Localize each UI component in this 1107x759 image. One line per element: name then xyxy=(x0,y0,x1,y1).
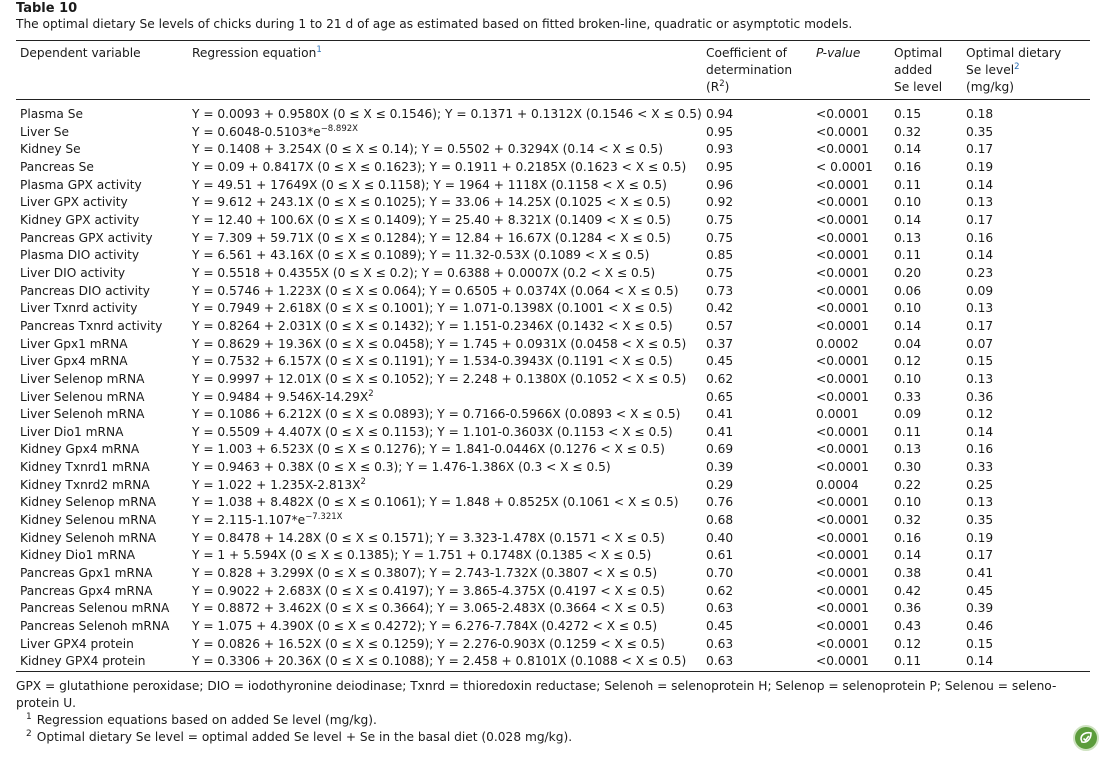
table-row xyxy=(16,194,1090,212)
table-row xyxy=(16,406,1090,424)
cell-optimal-dietary: 0.12 xyxy=(966,407,994,422)
cell-r2: 0.41 xyxy=(706,407,734,422)
cell-p-value: <0.0001 xyxy=(816,460,869,475)
cell-optimal-added: 0.10 xyxy=(894,301,922,316)
cell-regression-equation: Y = 0.1086 + 6.212X (0 ≤ X ≤ 0.0893); Y = 0.7166-0.5966X (0.0893 < X ≤ 0.5) xyxy=(192,407,681,422)
table-row xyxy=(16,600,1090,618)
cell-regression-equation: Y = 49.51 + 17649X (0 ≤ X ≤ 0.1158); Y = 1964 + 1118X (0.1158 < X ≤ 0.5) xyxy=(192,177,667,192)
table-row xyxy=(16,124,1090,142)
cell-p-value: 0.0002 xyxy=(816,336,859,351)
footnote-1: $^1$ Regression equations based on added Se level (mg/kg). xyxy=(26,711,377,727)
cell-r2: 0.75 xyxy=(706,230,734,245)
cell-dependent-variable: Liver Selenop mRNA xyxy=(20,371,145,386)
cell-optimal-added: 0.43 xyxy=(894,619,922,634)
table-row xyxy=(16,336,1090,354)
cell-regression-equation: Y = 1.003 + 6.523X (0 ≤ X ≤ 0.1276); Y = 1.841-0.0446X (0.1276 < X ≤ 0.5) xyxy=(192,442,665,457)
cell-regression-equation: Y = 9.612 + 243.1X (0 ≤ X ≤ 0.1025); Y = 33.06 + 14.25X (0.1025 < X ≤ 0.5) xyxy=(192,195,671,210)
cell-regression-equation: $Y = 1.022 + 1.235X-2.813X^2$ xyxy=(192,476,366,492)
cell-r2: 0.37 xyxy=(706,336,734,351)
cell-optimal-added: 0.14 xyxy=(894,212,922,227)
cell-p-value: <0.0001 xyxy=(816,495,869,510)
cell-dependent-variable: Pancreas DIO activity xyxy=(20,283,150,298)
table-row xyxy=(16,177,1090,195)
cell-optimal-added: 0.38 xyxy=(894,566,922,581)
cell-optimal-dietary: 0.14 xyxy=(966,654,994,669)
cell-p-value: <0.0001 xyxy=(816,371,869,386)
cell-r2: 0.93 xyxy=(706,142,734,157)
cell-p-value: <0.0001 xyxy=(816,230,869,245)
cell-optimal-dietary: 0.39 xyxy=(966,601,994,616)
cell-dependent-variable: Liver GPX4 protein xyxy=(20,636,134,651)
cell-r2: 0.45 xyxy=(706,619,734,634)
table-row xyxy=(16,159,1090,177)
cell-optimal-added: 0.11 xyxy=(894,177,922,192)
cell-dependent-variable: Liver Se xyxy=(20,124,70,139)
cell-optimal-added: 0.33 xyxy=(894,389,922,404)
cell-r2: 0.40 xyxy=(706,530,734,545)
table-row xyxy=(16,300,1090,318)
cell-optimal-added: 0.15 xyxy=(894,107,922,121)
cell-regression-equation: Y = 0.0093 + 0.9580X (0 ≤ X ≤ 0.1546); Y = 0.1371 + 0.1312X (0.1546 < X ≤ 0.5) xyxy=(192,107,702,121)
cell-optimal-dietary: 0.19 xyxy=(966,530,994,545)
cell-optimal-added: 0.13 xyxy=(894,230,922,245)
cell-r2: 0.94 xyxy=(706,107,734,121)
table-row xyxy=(16,424,1090,442)
cell-optimal-dietary: 0.17 xyxy=(966,318,994,333)
table-row xyxy=(16,212,1090,230)
cell-dependent-variable: Pancreas Gpx4 mRNA xyxy=(20,583,153,598)
cell-dependent-variable: Kidney Se xyxy=(20,142,81,157)
cell-p-value: <0.0001 xyxy=(816,354,869,369)
cell-p-value: <0.0001 xyxy=(816,601,869,616)
cell-dependent-variable: Liver DIO activity xyxy=(20,265,126,280)
cell-optimal-dietary: 0.36 xyxy=(966,389,994,404)
cell-optimal-dietary: 0.16 xyxy=(966,442,994,457)
cell-optimal-dietary: 0.17 xyxy=(966,548,994,563)
article-page xyxy=(16,0,1090,746)
cell-regression-equation: Y = 0.5509 + 4.407X (0 ≤ X ≤ 0.1153); Y = 1.101-0.3603X (0.1153 < X ≤ 0.5) xyxy=(192,424,673,439)
table-row xyxy=(16,653,1090,671)
cell-dependent-variable: Liver Gpx1 mRNA xyxy=(20,336,128,351)
cell-r2: 0.73 xyxy=(706,283,734,298)
cell-dependent-variable: Liver Gpx4 mRNA xyxy=(20,354,128,369)
cell-optimal-dietary: 0.16 xyxy=(966,230,994,245)
cell-dependent-variable: Kidney Txnrd1 mRNA xyxy=(20,460,150,475)
cell-p-value: <0.0001 xyxy=(816,195,869,210)
table-row xyxy=(16,318,1090,336)
table-row xyxy=(16,353,1090,371)
cell-optimal-dietary: 0.33 xyxy=(966,460,994,475)
cell-regression-equation: Y = 12.40 + 100.6X (0 ≤ X ≤ 0.1409); Y = 25.40 + 8.321X (0.1409 < X ≤ 0.5) xyxy=(192,212,671,227)
cell-dependent-variable: Kidney Txnrd2 mRNA xyxy=(20,477,150,492)
table-row xyxy=(16,530,1090,548)
cell-dependent-variable: Plasma DIO activity xyxy=(20,248,140,263)
cell-regression-equation: Y = 0.9022 + 2.683X (0 ≤ X ≤ 0.4197); Y = 3.865-4.375X (0.4197 < X ≤ 0.5) xyxy=(192,583,665,598)
footnote-1-link[interactable]: 1 xyxy=(316,44,322,55)
cell-optimal-dietary: 0.41 xyxy=(966,566,994,581)
table-row xyxy=(16,636,1090,654)
cell-dependent-variable: Plasma GPX activity xyxy=(20,177,142,192)
cell-p-value: <0.0001 xyxy=(816,212,869,227)
cell-r2: 0.95 xyxy=(706,124,734,139)
cell-r2: 0.42 xyxy=(706,301,734,316)
cell-regression-equation: Y = 0.7949 + 2.618X (0 ≤ X ≤ 0.1001); Y = 1.071-0.1398X (0.1001 < X ≤ 0.5) xyxy=(192,301,673,316)
cell-optimal-added: 0.30 xyxy=(894,460,922,475)
cell-optimal-dietary: 0.14 xyxy=(966,248,994,263)
cell-r2: 0.75 xyxy=(706,212,734,227)
cell-regression-equation: Y = 0.3306 + 20.36X (0 ≤ X ≤ 0.1088); Y = 2.458 + 0.8101X (0.1088 < X ≤ 0.5) xyxy=(192,654,687,669)
col-coefficient: Coefficient of determination $(R^2)$ xyxy=(702,41,812,100)
cell-optimal-dietary: 0.23 xyxy=(966,265,994,280)
cell-r2: 0.65 xyxy=(706,389,734,404)
table-row xyxy=(16,565,1090,583)
cell-p-value: <0.0001 xyxy=(816,513,869,528)
table-body xyxy=(16,100,1090,672)
table-row xyxy=(16,618,1090,636)
col-p-value: P-value xyxy=(812,41,890,100)
cell-dependent-variable: Pancreas Txnrd activity xyxy=(20,318,163,333)
cell-optimal-added: 0.14 xyxy=(894,142,922,157)
cell-optimal-dietary: 0.13 xyxy=(966,195,994,210)
cell-dependent-variable: Pancreas Selenoh mRNA xyxy=(20,619,170,634)
cell-p-value: <0.0001 xyxy=(816,177,869,192)
cell-regression-equation: Y = 0.8264 + 2.031X (0 ≤ X ≤ 0.1432); Y = 1.151-0.2346X (0.1432 < X ≤ 0.5) xyxy=(192,318,673,333)
cell-regression-equation: Y = 0.5518 + 0.4355X (0 ≤ X ≤ 0.2); Y = 0.6388 + 0.0007X (0.2 < X ≤ 0.5) xyxy=(192,265,656,280)
cell-r2: 0.68 xyxy=(706,513,734,528)
cell-regression-equation: Y = 0.9463 + 0.38X (0 ≤ X ≤ 0.3); Y = 1.476-1.386X (0.3 < X ≤ 0.5) xyxy=(192,460,611,475)
cell-optimal-added: 0.16 xyxy=(894,159,922,174)
cell-regression-equation: $Y = 0.6048-0.5103*e^{-8.892X}$ xyxy=(192,123,358,139)
cell-p-value: <0.0001 xyxy=(816,424,869,439)
cell-optimal-dietary: 0.45 xyxy=(966,583,994,598)
cell-optimal-added: 0.42 xyxy=(894,583,922,598)
cell-r2: 0.39 xyxy=(706,460,734,475)
cell-dependent-variable: Plasma Se xyxy=(20,107,84,121)
cell-dependent-variable: Kidney Dio1 mRNA xyxy=(20,548,136,563)
cell-r2: 0.75 xyxy=(706,265,734,280)
header-row xyxy=(16,41,1090,100)
cell-optimal-added: 0.36 xyxy=(894,601,922,616)
cell-regression-equation: Y = 7.309 + 59.71X (0 ≤ X ≤ 0.1284); Y = 12.84 + 16.67X (0.1284 < X ≤ 0.5) xyxy=(192,230,671,245)
cell-optimal-dietary: 0.15 xyxy=(966,354,994,369)
table-row xyxy=(16,141,1090,159)
cell-optimal-added: 0.11 xyxy=(894,424,922,439)
leaf-check-icon[interactable] xyxy=(1073,725,1099,751)
table-row xyxy=(16,230,1090,248)
cell-r2: 0.41 xyxy=(706,424,734,439)
cell-r2: 0.92 xyxy=(706,195,734,210)
cell-optimal-dietary: 0.35 xyxy=(966,124,994,139)
cell-regression-equation: Y = 0.0826 + 16.52X (0 ≤ X ≤ 0.1259); Y = 2.276-0.903X (0.1259 < X ≤ 0.5) xyxy=(192,636,665,651)
cell-regression-equation: Y = 0.8872 + 3.462X (0 ≤ X ≤ 0.3664); Y = 3.065-2.483X (0.3664 < X ≤ 0.5) xyxy=(192,601,665,616)
cell-r2: 0.96 xyxy=(706,177,734,192)
table-row xyxy=(16,371,1090,389)
cell-optimal-dietary: 0.14 xyxy=(966,177,994,192)
cell-r2: 0.29 xyxy=(706,477,734,492)
cell-regression-equation: Y = 1.075 + 4.390X (0 ≤ X ≤ 0.4272); Y = 6.276-7.784X (0.4272 < X ≤ 0.5) xyxy=(192,619,658,634)
cell-optimal-dietary: 0.14 xyxy=(966,424,994,439)
cell-dependent-variable: Liver Txnrd activity xyxy=(20,301,138,316)
cell-optimal-dietary: 0.17 xyxy=(966,212,994,227)
cell-optimal-added: 0.12 xyxy=(894,636,922,651)
cell-dependent-variable: Kidney GPX activity xyxy=(20,212,140,227)
cell-optimal-dietary: 0.18 xyxy=(966,107,994,121)
cell-r2: 0.63 xyxy=(706,636,734,651)
cell-optimal-dietary: 0.46 xyxy=(966,619,994,634)
table-row xyxy=(16,459,1090,477)
cell-optimal-dietary: 0.15 xyxy=(966,636,994,651)
cell-p-value: <0.0001 xyxy=(816,301,869,316)
cell-r2: 0.61 xyxy=(706,548,734,563)
table-row xyxy=(16,512,1090,530)
cell-p-value: <0.0001 xyxy=(816,566,869,581)
cell-regression-equation: Y = 0.9997 + 12.01X (0 ≤ X ≤ 0.1052); Y = 2.248 + 0.1380X (0.1052 < X ≤ 0.5) xyxy=(192,371,687,386)
cell-r2: 0.85 xyxy=(706,248,734,263)
cell-optimal-added: 0.32 xyxy=(894,513,922,528)
cell-p-value: <0.0001 xyxy=(816,583,869,598)
cell-r2: 0.69 xyxy=(706,442,734,457)
cell-optimal-dietary: 0.09 xyxy=(966,283,994,298)
abbreviations-note-cont: protein U. xyxy=(16,696,76,710)
footnotes xyxy=(16,678,1090,746)
cell-optimal-dietary: 0.35 xyxy=(966,513,994,528)
cell-dependent-variable: Pancreas Gpx1 mRNA xyxy=(20,566,153,581)
table-row xyxy=(16,389,1090,407)
cell-regression-equation: Y = 0.1408 + 3.254X (0 ≤ X ≤ 0.14); Y = 0.5502 + 0.3294X (0.14 < X ≤ 0.5) xyxy=(192,142,663,157)
cell-r2: 0.57 xyxy=(706,318,734,333)
table-row xyxy=(16,283,1090,301)
cell-regression-equation: Y = 6.561 + 43.16X (0 ≤ X ≤ 0.1089); Y = 11.32-0.53X (0.1089 < X ≤ 0.5) xyxy=(192,248,650,263)
footnote-2: $^2$ Optimal dietary Se level = optimal added Se level + Se in the basal diet (0.028 mg/kg). xyxy=(26,728,573,744)
cell-r2: 0.76 xyxy=(706,495,734,510)
table-caption: The optimal dietary Se levels of chicks during 1 to 21 d of age as estimated based on fitted broken-line, quadratic or asymptotic models. xyxy=(16,17,853,31)
cell-optimal-dietary: 0.07 xyxy=(966,336,994,351)
table-row xyxy=(16,100,1090,124)
cell-dependent-variable: Kidney Gpx4 mRNA xyxy=(20,442,140,457)
cell-p-value: 0.0001 xyxy=(816,407,859,422)
cell-optimal-added: 0.14 xyxy=(894,548,922,563)
cell-p-value: <0.0001 xyxy=(816,265,869,280)
footnote-2-link[interactable]: 2 xyxy=(1014,61,1020,72)
cell-p-value: <0.0001 xyxy=(816,530,869,545)
cell-regression-equation: Y = 0.8478 + 14.28X (0 ≤ X ≤ 0.1571); Y = 3.323-1.478X (0.1571 < X ≤ 0.5) xyxy=(192,530,665,545)
cell-optimal-added: 0.04 xyxy=(894,336,922,351)
cell-r2: 0.95 xyxy=(706,159,734,174)
cell-regression-equation: Y = 1 + 5.594X (0 ≤ X ≤ 0.1385); Y = 1.751 + 0.1748X (0.1385 < X ≤ 0.5) xyxy=(192,548,652,563)
cell-optimal-added: 0.16 xyxy=(894,530,922,545)
cell-p-value: <0.0001 xyxy=(816,124,869,139)
table-row xyxy=(16,265,1090,283)
cell-optimal-dietary: 0.13 xyxy=(966,301,994,316)
cell-p-value: <0.0001 xyxy=(816,248,869,263)
abbreviations-note: GPX = glutathione peroxidase; DIO = iodothyronine deiodinase; Txnrd = thioredoxin reductase; Selenoh = selenoprotein H; Selenop = selenoprotein P; Selenou = seleno- xyxy=(16,679,1057,693)
cell-dependent-variable: Liver GPX activity xyxy=(20,195,128,210)
cell-optimal-dietary: 0.13 xyxy=(966,371,994,386)
table-number: Table 10 xyxy=(16,1,78,16)
cell-dependent-variable: Liver Selenou mRNA xyxy=(20,389,145,404)
col-regression-equation: Regression equation$^1$ xyxy=(188,41,702,100)
cell-dependent-variable: Kidney GPX4 protein xyxy=(20,654,146,669)
cell-p-value: < 0.0001 xyxy=(816,159,873,174)
cell-regression-equation: Y = 1.038 + 8.482X (0 ≤ X ≤ 0.1061); Y = 1.848 + 0.8525X (0.1061 < X ≤ 0.5) xyxy=(192,495,679,510)
cell-optimal-added: 0.11 xyxy=(894,654,922,669)
table-row xyxy=(16,547,1090,565)
cell-regression-equation: Y = 0.7532 + 6.157X (0 ≤ X ≤ 0.1191); Y = 1.534-0.3943X (0.1191 < X ≤ 0.5) xyxy=(192,354,673,369)
cell-regression-equation: Y = 0.8629 + 19.36X (0 ≤ X ≤ 0.0458); Y = 1.745 + 0.0931X (0.0458 < X ≤ 0.5) xyxy=(192,336,687,351)
col-optimal-added: Optimal added Se level xyxy=(890,41,962,100)
cell-regression-equation: Y = 0.828 + 3.299X (0 ≤ X ≤ 0.3807); Y = 2.743-1.732X (0.3807 < X ≤ 0.5) xyxy=(192,566,658,581)
cell-regression-equation: $Y = 0.9484 + 9.546X-14.29X^2$ xyxy=(192,388,374,404)
cell-optimal-added: 0.06 xyxy=(894,283,922,298)
cell-r2: 0.45 xyxy=(706,354,734,369)
cell-dependent-variable: Kidney Selenoh mRNA xyxy=(20,530,157,545)
cell-p-value: <0.0001 xyxy=(816,548,869,563)
cell-optimal-added: 0.10 xyxy=(894,195,922,210)
cell-r2: 0.63 xyxy=(706,654,734,669)
col-dependent-variable: Dependent variable xyxy=(16,41,188,100)
table-row xyxy=(16,494,1090,512)
cell-optimal-dietary: 0.13 xyxy=(966,495,994,510)
cell-dependent-variable: Pancreas GPX activity xyxy=(20,230,153,245)
table-row xyxy=(16,477,1090,495)
cell-optimal-added: 0.11 xyxy=(894,248,922,263)
cell-dependent-variable: Pancreas Selenou mRNA xyxy=(20,601,170,616)
cell-optimal-added: 0.13 xyxy=(894,442,922,457)
cell-r2: 0.62 xyxy=(706,583,734,598)
cell-optimal-added: 0.20 xyxy=(894,265,922,280)
cell-optimal-dietary: 0.25 xyxy=(966,477,994,492)
cell-optimal-added: 0.10 xyxy=(894,495,922,510)
cell-p-value: <0.0001 xyxy=(816,654,869,669)
cell-dependent-variable: Liver Dio1 mRNA xyxy=(20,424,124,439)
cell-dependent-variable: Liver Selenoh mRNA xyxy=(20,407,145,422)
cell-optimal-dietary: 0.19 xyxy=(966,159,994,174)
cell-optimal-added: 0.12 xyxy=(894,354,922,369)
table-row xyxy=(16,247,1090,265)
cell-p-value: <0.0001 xyxy=(816,142,869,157)
cell-optimal-added: 0.14 xyxy=(894,318,922,333)
cell-p-value: <0.0001 xyxy=(816,619,869,634)
cell-optimal-added: 0.32 xyxy=(894,124,922,139)
table-row xyxy=(16,441,1090,459)
cell-regression-equation: $Y = 2.115-1.107*e^{-7.321X}$ xyxy=(192,512,343,528)
cell-regression-equation: Y = 0.5746 + 1.223X (0 ≤ X ≤ 0.064); Y = 0.6505 + 0.0374X (0.064 < X ≤ 0.5) xyxy=(192,283,679,298)
cell-p-value: <0.0001 xyxy=(816,389,869,404)
cell-regression-equation: Y = 0.09 + 0.8417X (0 ≤ X ≤ 0.1623); Y = 0.1911 + 0.2185X (0.1623 < X ≤ 0.5) xyxy=(192,159,687,174)
cell-optimal-added: 0.10 xyxy=(894,371,922,386)
cell-p-value: <0.0001 xyxy=(816,318,869,333)
cell-p-value: <0.0001 xyxy=(816,107,869,121)
cell-optimal-added: 0.09 xyxy=(894,407,922,422)
cell-dependent-variable: Kidney Selenop mRNA xyxy=(20,495,157,510)
cell-dependent-variable: Pancreas Se xyxy=(20,159,94,174)
cell-p-value: <0.0001 xyxy=(816,283,869,298)
cell-optimal-added: 0.22 xyxy=(894,477,922,492)
cell-p-value: <0.0001 xyxy=(816,636,869,651)
cell-optimal-dietary: 0.17 xyxy=(966,142,994,157)
cell-dependent-variable: Kidney Selenou mRNA xyxy=(20,513,157,528)
results-table xyxy=(16,40,1090,672)
cell-p-value: 0.0004 xyxy=(816,477,859,492)
cell-r2: 0.70 xyxy=(706,566,734,581)
col-optimal-dietary: Optimal dietary Se level$^2$ (mg/kg) xyxy=(962,41,1090,100)
table-row xyxy=(16,583,1090,601)
cell-r2: 0.62 xyxy=(706,371,734,386)
cell-r2: 0.63 xyxy=(706,601,734,616)
cell-p-value: <0.0001 xyxy=(816,442,869,457)
